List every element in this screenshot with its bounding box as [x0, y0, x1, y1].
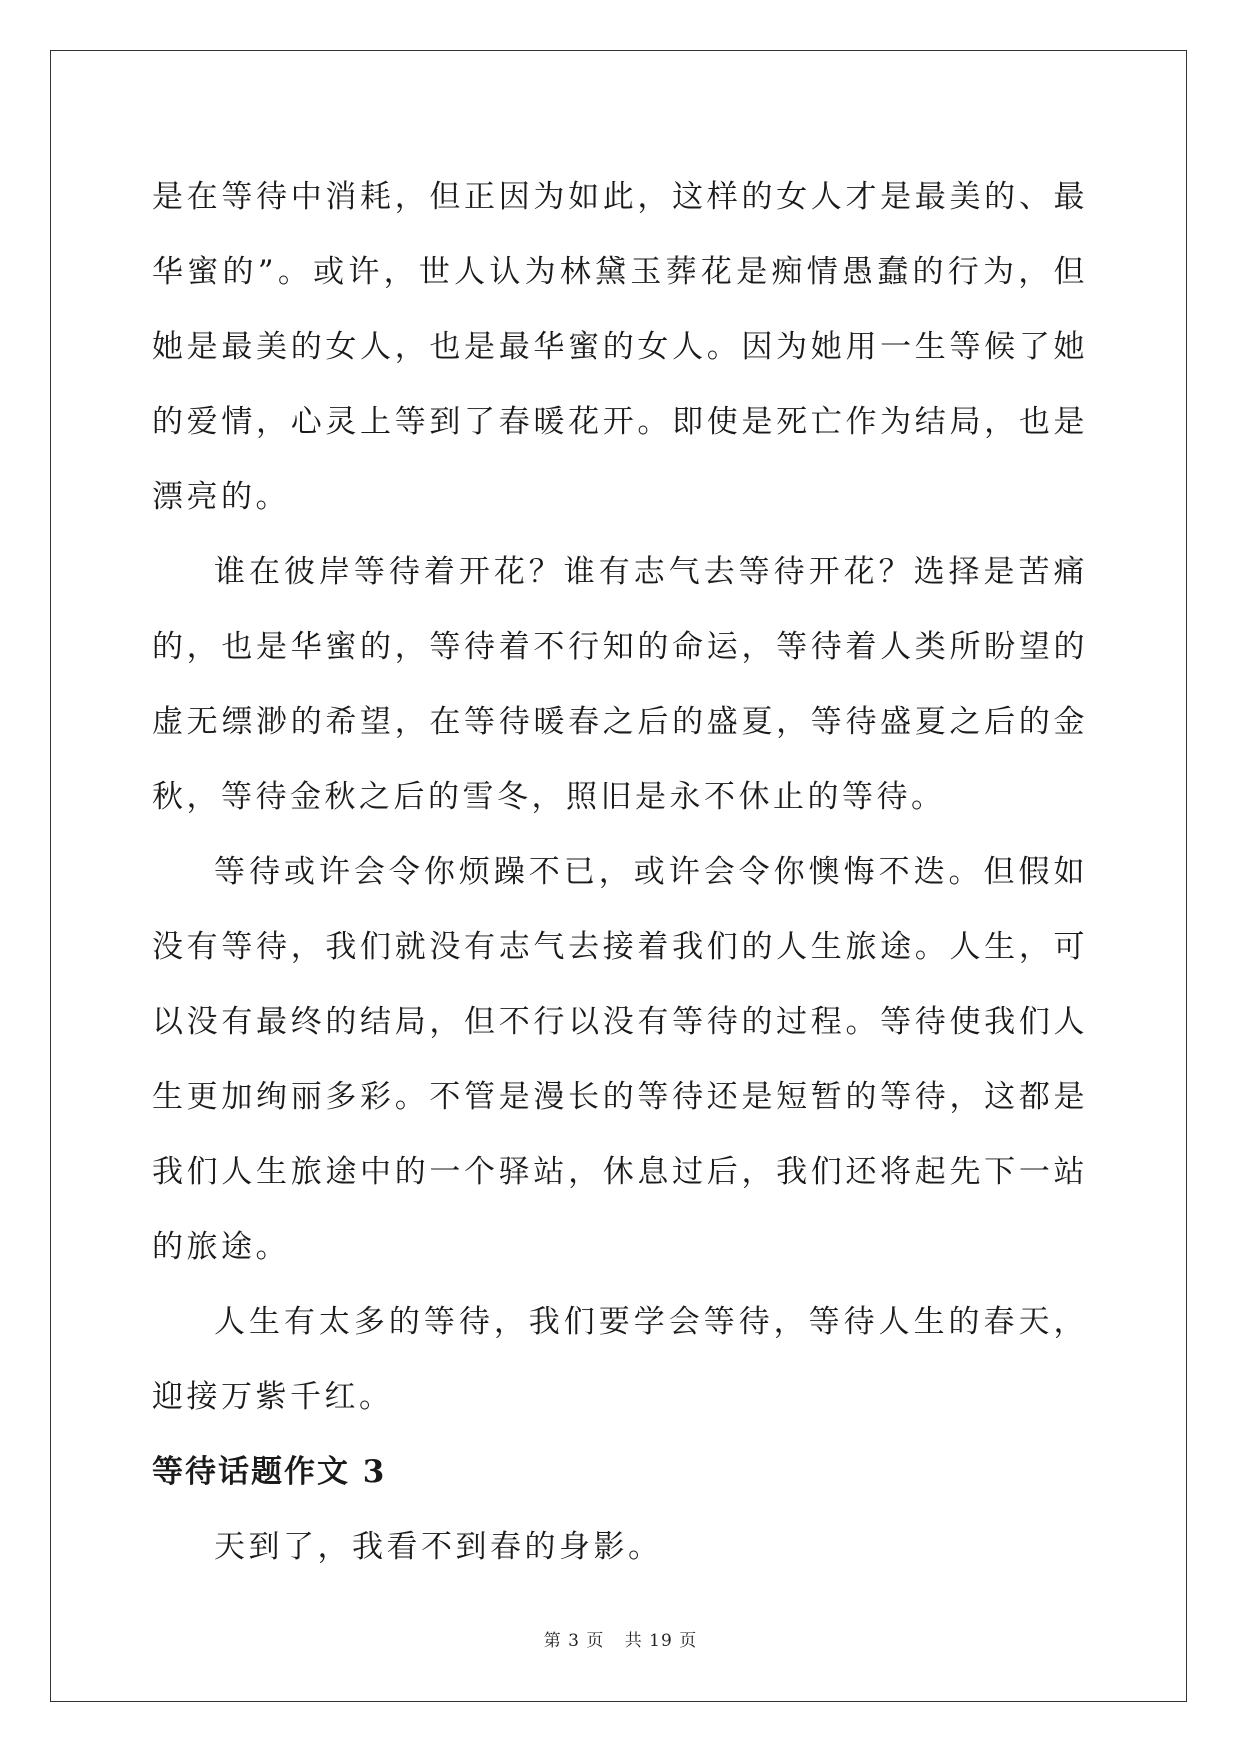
paragraph-continuation: 是在等待中消耗，但正因为如此，这样的女人才是最美的、最华蜜的”。或许，世人认为林黛玉葬花是痴情愚蠢的行为，但她是最美的女人，也是最华蜜的女人。因为她用一生等候了她的爱情，心灵上等到了春暖花开。即使是死亡作为结局，也是漂亮的。: [152, 179, 1088, 515]
document-body: [152, 160, 1088, 1585]
page-total: 共 19 页: [624, 1631, 698, 1651]
section-heading: 等待话题作文 3: [152, 1454, 387, 1490]
paragraph-waiting-flowers: 谁在彼岸等待着开花？谁有志气去等待开花？选择是苦痛的，也是华蜜的，等待着不行知的命运，等待着人类所盼望的虚无缥渺的希望，在等待暖春之后的盛夏，等待盛夏之后的金秋，等待金秋之后的雪冬，照旧是永不休止的等待。: [152, 554, 1088, 815]
page-number: 第 3 页: [543, 1631, 605, 1651]
paragraph-waiting-journey: 等待或许会令你烦躁不已，或许会令你懊悔不迭。但假如没有等待，我们就没有志气去接着我们的人生旅途。人生，可以没有最终的结局，但不行以没有等待的过程。等待使我们人生更加绚丽多彩。不管是漫长的等待还是短暂的等待，这都是我们人生旅途中的一个驿站，休息过后，我们还将起先下一站的旅途。: [152, 854, 1088, 1265]
paragraph-section-start: 天到了，我看不到春的身影。: [214, 1529, 663, 1565]
page-footer: [0, 1626, 1241, 1651]
paragraph-learn-to-wait: 人生有太多的等待，我们要学会等待，等待人生的春天，迎接万紫千红。: [152, 1304, 1088, 1415]
